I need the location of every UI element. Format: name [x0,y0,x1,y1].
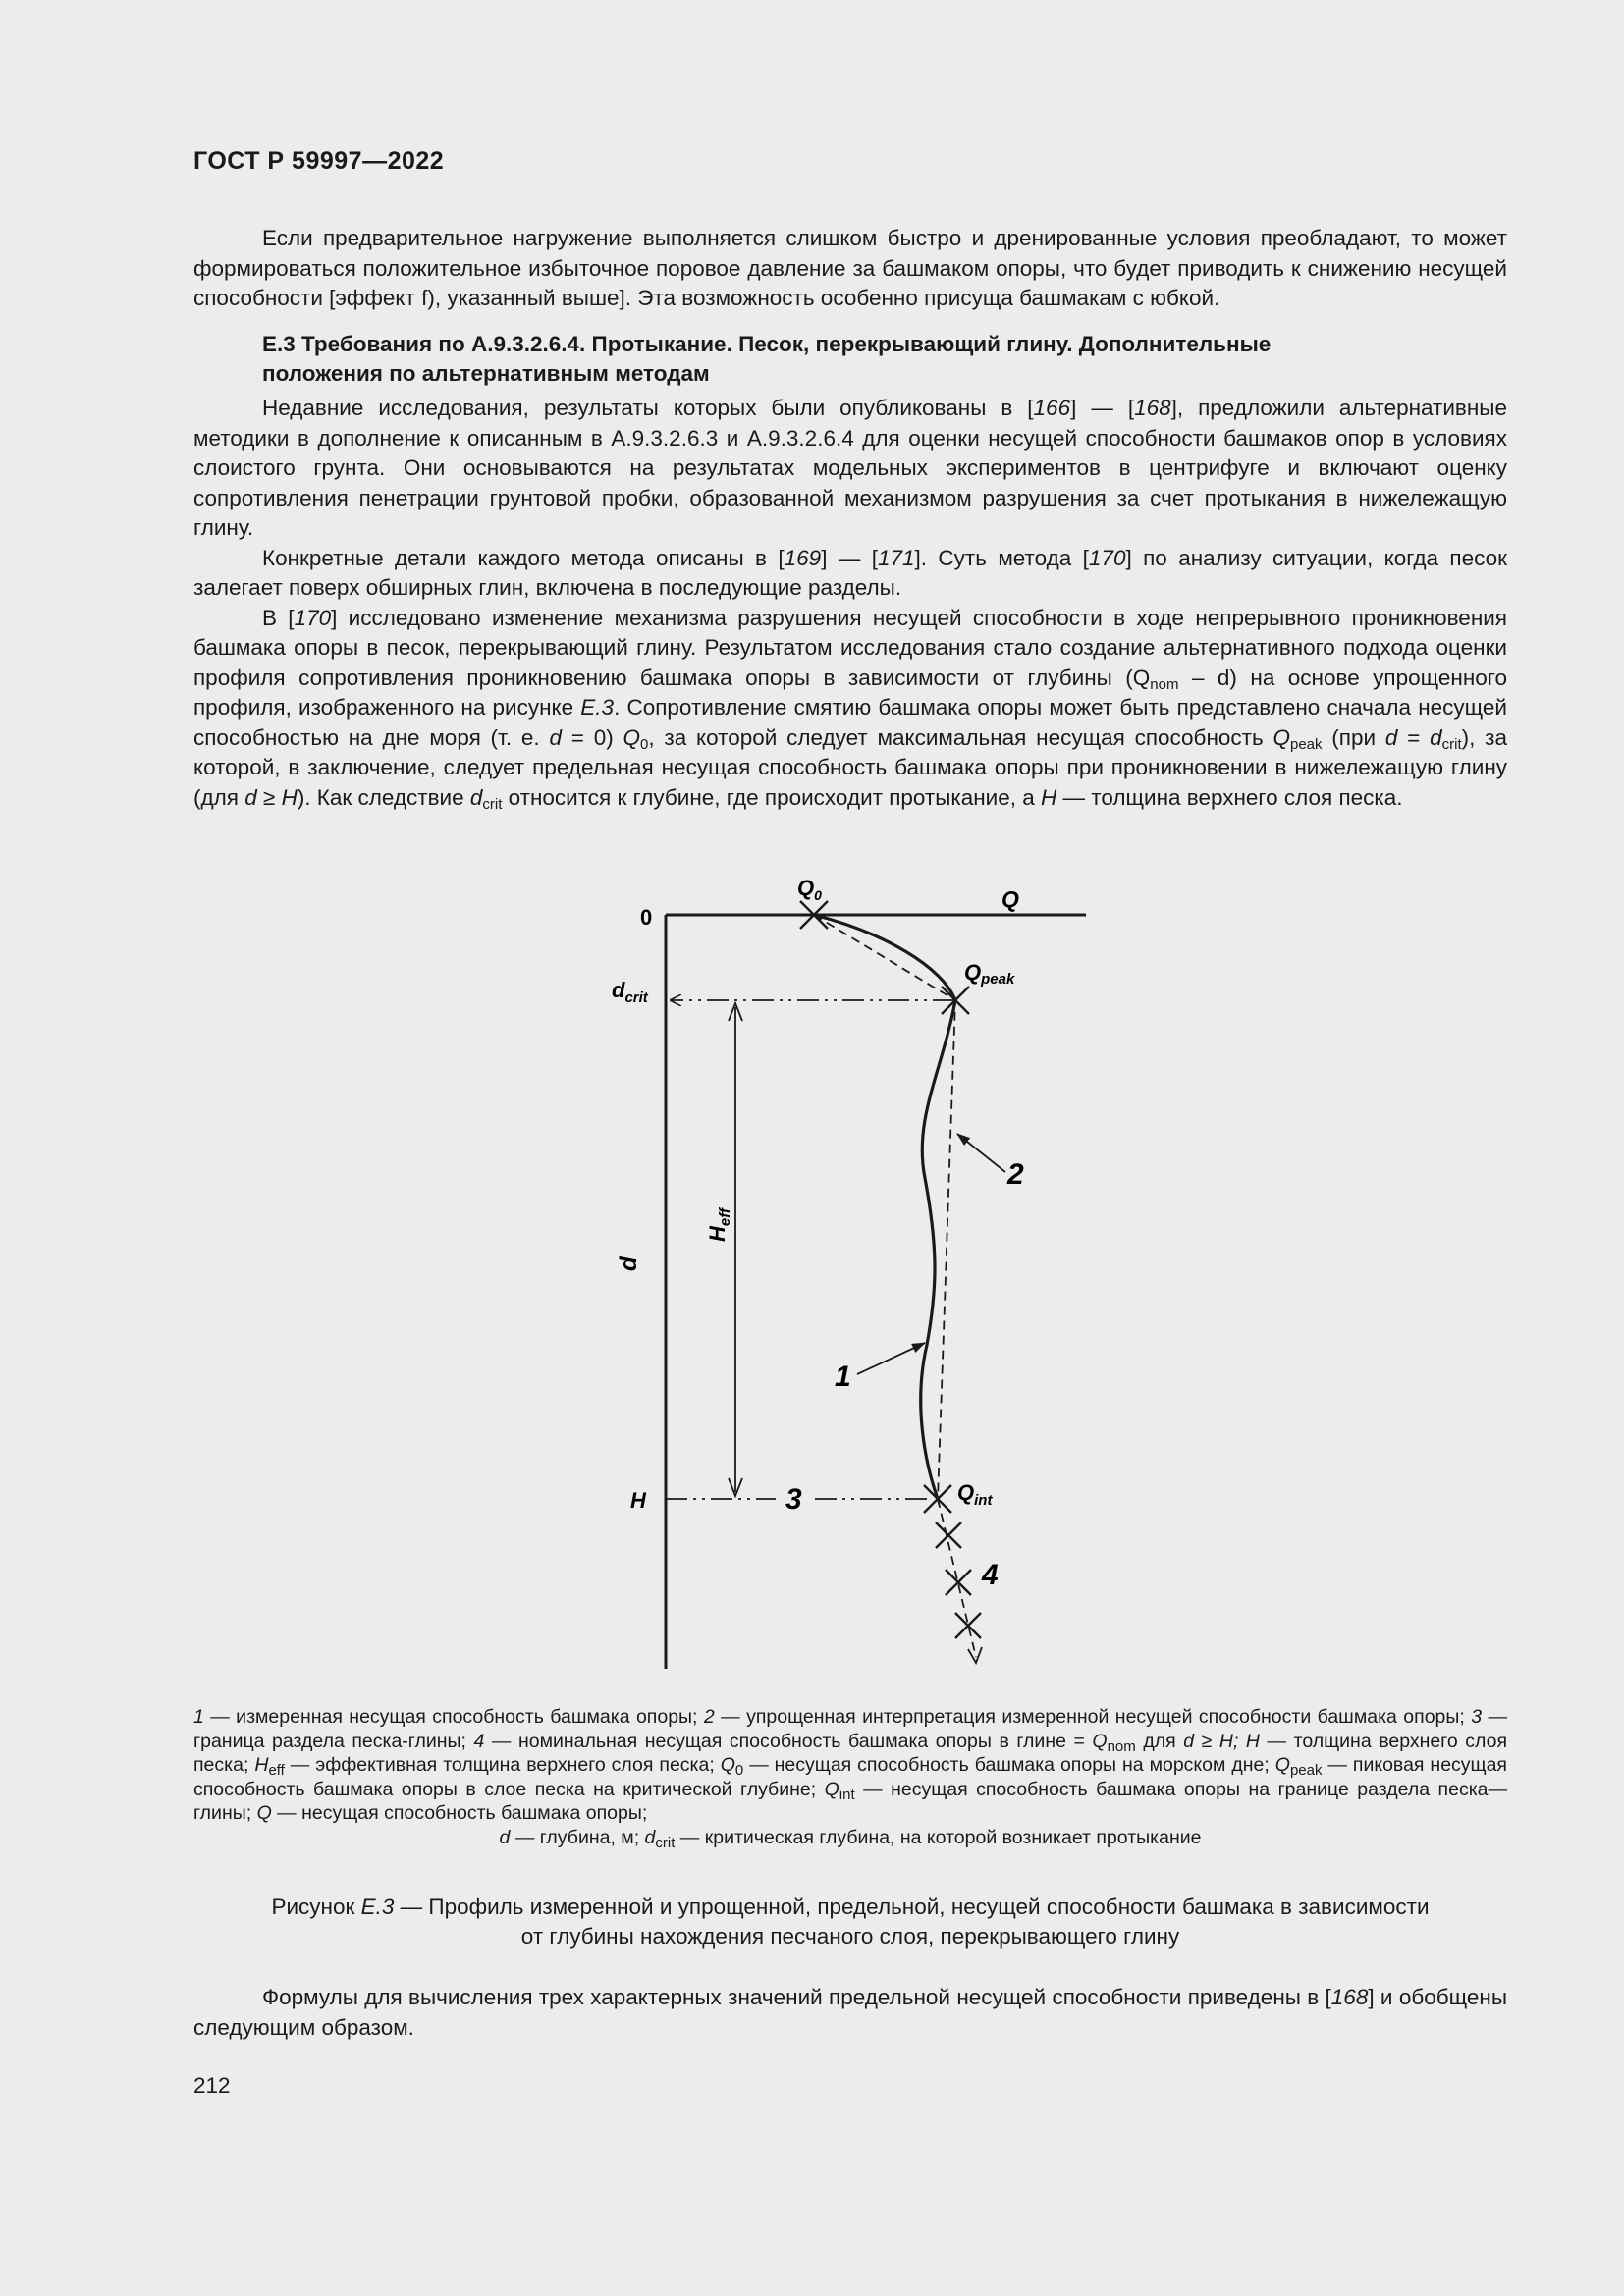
p3-text-a: В [ [262,605,295,630]
legend-sub-0: 0 [734,1762,744,1779]
legend-sub-eff: eff [268,1762,285,1779]
legend-q: Q [256,1802,272,1824]
var-h-2: H [1041,784,1057,810]
section-heading-line1: Е.3 Требования по А.9.3.2.6.4. Протыкание. Песок, перекрывающий глину. Дополнительные [262,332,1272,356]
p3-text-e: = 0) [561,724,623,750]
legend-n3: 3 [1471,1706,1483,1728]
p3-text-f: , за которой следует максимальная несущая способность [648,724,1273,750]
document-header: ГОСТ Р 59997—2022 [193,147,445,175]
p3-text-j: ≥ [256,784,282,810]
var-d-3: d [244,784,257,810]
legend-dcrit: d [644,1826,656,1848]
var-d-2: d [1384,724,1398,750]
p1-text-b: ] — [ [1070,396,1135,420]
p2-text-c: ]. Суть метода [ [914,545,1089,570]
legend-t11: — пиковая несущая способность башмака опоры в слое песка на критической глубине; [193,1754,1507,1800]
legend-last-line [193,1826,1507,1850]
p3-text-m: — толщина верхнего слоя песка. [1056,784,1403,810]
intro-paragraph-text: Если предварительное нагружение выполняется слишком быстро и дренированные условия преобладают, то может формироваться положительное избыточное поровое давление за башмаком опоры, что будет приводить к снижению несущей способности [эффект f), указанный выше]. Эта возможность особенно присуща башмакам с юбкой. [193,226,1507,310]
p3-text-g: (при [1322,724,1385,750]
legend-t12: — несущая способность башмака опоры на границе раздела песка—глины; [193,1778,1508,1824]
callout-1: 1 [835,1361,851,1393]
legend-n4: 4 [473,1730,485,1752]
closing-a: Формулы для вычисления трех характерных значений предельной несущей способности приведены в [ [262,1985,1331,2009]
caption-fig-number: Е.3 [360,1895,395,1919]
legend-q0: Q [720,1754,735,1776]
ref-170-b: 170 [294,605,332,630]
caption-line2: от глубины нахождения песчаного слоя, перекрывающего глину [520,1924,1180,1949]
legend-t13: — несущая способность башмака опоры; [271,1802,648,1824]
legend-t1: — измеренная несущая способность башмака опоры; [203,1706,704,1728]
p3-text-k: ). Как следствие [297,784,470,810]
p3-text-i: ), за которой, в заключение, следует предельная несущая способность башмака опоры при проникновении в нижележащую глину (для [193,724,1508,810]
sub-crit: crit [1441,735,1462,753]
legend-qpeak: Q [1274,1754,1290,1776]
label-d: d [616,1256,642,1271]
callout-4: 4 [982,1559,999,1591]
figure-ref: Е.3 [580,695,615,720]
legend-n2: 2 [703,1706,715,1728]
legend-sub-crit: crit [655,1834,676,1851]
label-heff: $H_{eff}$ [705,1208,733,1242]
closing-b: ] и обобщены следующим образом. [193,1985,1507,2040]
label-q: Q [1001,886,1019,912]
intro-paragraph [193,224,1507,314]
sub-0: 0 [640,735,649,753]
ref-166: 166 [1033,396,1071,420]
label-q0: $Q_0$ [797,876,822,903]
legend-t8: — толщина верхнего слоя песка; [193,1730,1508,1776]
p3-text-h: = [1397,724,1431,750]
callout-2-leader [957,1134,1005,1172]
nominal-clay-line [938,1499,976,1657]
section-heading [262,330,1440,389]
paragraph-1 [193,394,1507,544]
paragraph-3 [193,604,1507,814]
p1-text-c: ], предложили альтернативные методики в дополнение к описанным в А.9.3.2.6.3 и А.9.3.2.6.4 для оценки несущей способности башмаков опор в условиях слоистого грунта. Они основываются на результатах модельных экспериментов в центрифуге и включают оценку сопротивления пенетрации грунтовой пробки, образованной механизмом разрушения за счет протыкания в нижележащую глину. [193,396,1507,540]
legend-heff: H [254,1754,269,1776]
sub-crit-2: crit [482,795,503,813]
p3-text-d: . Сопротивление смятию башмака опоры может быть представлено сначала несущей способностью на дне моря (т. е. [193,695,1507,750]
cross-clay-2 [946,1570,971,1595]
ref-168: 168 [1134,396,1171,420]
var-d: d [549,724,562,750]
legend-t10: — несущая способность башмака опоры на морском дне; [743,1754,1275,1776]
legend-t3: — граница раздела песка-глины; [193,1706,1508,1752]
legend-sub-nom: nom [1107,1737,1136,1755]
p3-text-b: ] исследовано изменение механизма разрушения несущей способности в ходе непрерывного проникновения башмака опоры в песок, перекрывающий глину. Результатом исследования стало создание альтернативного подхода оценки профиля сопротивления проникновению башмака опоры в зависимости от глубины (Q [193,605,1507,690]
legend-qint: Q [824,1778,839,1800]
main-text [193,394,1507,813]
caption-line1 [193,1893,1507,1922]
figure-legend [193,1705,1507,1849]
figure-caption [193,1893,1507,1951]
closing-paragraph [193,1983,1507,2043]
caption-prefix: Рисунок [271,1895,361,1919]
legend-t6: ≥ [1194,1730,1219,1752]
callout-1-leader [857,1343,925,1374]
p2-text-a: Конкретные детали каждого метода описаны в [ [262,545,785,570]
legend-t14: — глубина, м; [510,1826,645,1848]
legend-t9: — эффективная толщина верхнего слоя песка; [284,1754,721,1776]
label-zero: 0 [640,905,653,930]
p3-text-c: – d) на основе упрощенного профиля, изображенного на рисунке [193,665,1507,720]
profile-diagram [589,864,1119,1669]
var-dcrit-2: d [469,784,483,810]
closing-text [193,1983,1507,2043]
var-q0: Q [623,724,641,750]
ref-171: 171 [877,545,915,570]
legend-sub-peak: peak [1289,1762,1323,1779]
var-qpeak: Q [1272,724,1290,750]
legend-d: d [1183,1730,1195,1752]
figure-e3 [589,864,1119,1674]
var-h: H [281,784,298,810]
legend-d-2: d [499,1826,511,1848]
p1-text-a: Недавние исследования, результаты которых были опубликованы в [ [262,396,1034,420]
var-dcrit: d [1430,724,1442,750]
simplified-capacity-line [814,915,955,1499]
measured-capacity-curve [814,915,955,1499]
legend-h-2: H [1245,1730,1261,1752]
callout-2: 2 [1007,1158,1024,1191]
sub-peak: peak [1289,735,1323,753]
page-number: 212 [193,2073,231,2098]
section-heading-line2: положения по альтернативным методам [262,361,710,386]
legend-t5: для [1135,1730,1184,1752]
label-h: H [630,1488,646,1513]
legend-t7: ; [1232,1730,1246,1752]
label-qpeak: Qpeak [964,960,1015,988]
ref-168-b: 168 [1330,1985,1369,2009]
legend-qnom: Q [1092,1730,1108,1752]
sub-nom: nom [1150,675,1179,693]
legend-sub-int: int [839,1786,855,1803]
ref-170: 170 [1088,545,1126,570]
legend-t4: — номинальная несущая способность башмака опоры в глине = [484,1730,1093,1752]
legend-h: H [1218,1730,1233,1752]
label-dcrit: $d_{crit}$ [612,978,648,1006]
p3-text-l: относится к глубине, где происходит протыкание, а [502,784,1042,810]
legend-t2: — упрощенная интерпретация измеренной несущей способности башмака опоры; [714,1706,1472,1728]
ref-169: 169 [784,545,822,570]
label-qint: $Q_{int}$ [957,1480,993,1509]
legend-n1: 1 [193,1706,204,1728]
legend-t15: — критическая глубина, на которой возникает протыкание [675,1826,1202,1848]
cross-clay-3 [955,1613,981,1638]
caption-text: — Профиль измеренной и упрощенной, предельной, несущей способности башмака в зависимости [394,1895,1430,1919]
p2-text-d: ] по анализу ситуации, когда песок залегает поверх обширных глин, включена в последующие разделы. [193,545,1507,600]
p2-text-b: ] — [ [821,545,878,570]
paragraph-2 [193,544,1507,604]
callout-3: 3 [785,1483,802,1516]
